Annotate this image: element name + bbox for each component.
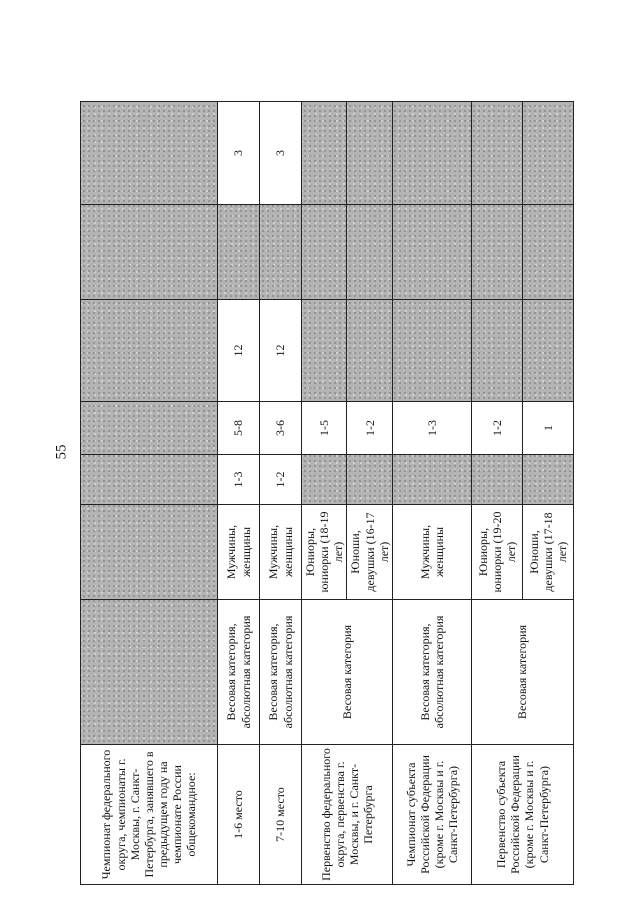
table-cell: 12 xyxy=(218,300,260,402)
table-cell: Юноши, девушки (16-17 лет) xyxy=(347,505,392,600)
table-cell: 1 xyxy=(522,402,573,455)
table-cell: Весовая категория xyxy=(471,600,573,745)
table-cell: 1-3 xyxy=(218,455,260,505)
table-row xyxy=(392,102,471,885)
table-cell: 5-8 xyxy=(218,402,260,455)
table-cell: 1-5 xyxy=(302,402,347,455)
table-row xyxy=(302,102,347,885)
sports-category-table xyxy=(80,101,574,885)
table-row xyxy=(81,102,218,885)
table-row xyxy=(260,102,302,885)
table-cell: 1-2 xyxy=(471,402,522,455)
table-cell: Юниоры, юниорки (19-20 лет) xyxy=(471,505,522,600)
table-cell-header: Чемпионат федерального округа, чемпионаты г. Москвы, г. Санкт-Петербурга, занявшего в предыдущем году на чемпионате России общекомандное: xyxy=(81,745,218,885)
table-cell: 1-2 xyxy=(347,402,392,455)
table-cell: 7-10 место xyxy=(260,745,302,885)
table-cell: Весовая категория, абсолютная категория xyxy=(260,600,302,745)
rotated-table-wrapper xyxy=(80,102,570,885)
table-cell: Весовая категория, абсолютная категория xyxy=(218,600,260,745)
table-cell: 12 xyxy=(260,300,302,402)
table-row xyxy=(471,102,522,885)
table-cell: Первенство федерального округа, первенства г. Москвы, и г. Санкт-Петербурга xyxy=(302,745,393,885)
table-cell: Весовая категория xyxy=(302,600,393,745)
table-cell: Мужчины, женщины xyxy=(392,505,471,600)
table-cell: Юноши, девушки (17-18 лет) xyxy=(522,505,573,600)
table-cell: Чемпионат субъекта Российской Федерации (кроме г. Москвы и г. Санкт-Петербурга) xyxy=(392,745,471,885)
table-cell: Весовая категория, абсолютная категория xyxy=(392,600,471,745)
table-cell: Юниоры, юниорки (18-19 лет) xyxy=(302,505,347,600)
table-cell: 1-3 xyxy=(392,402,471,455)
table-cell: 1-2 xyxy=(260,455,302,505)
table-cell: 3-6 xyxy=(260,402,302,455)
table-cell: 3 xyxy=(260,102,302,205)
table-row xyxy=(218,102,260,885)
table-cell: 3 xyxy=(218,102,260,205)
table-cell: Мужчины, женщины xyxy=(260,505,302,600)
page-number: 55 xyxy=(53,444,70,460)
table-cell: 1-6 место xyxy=(218,745,260,885)
table-cell: Мужчины, женщины xyxy=(218,505,260,600)
table-cell: Первенство субъекта Российской Федерации (кроме г. Москвы и г. Санкт-Петербурга) xyxy=(471,745,573,885)
